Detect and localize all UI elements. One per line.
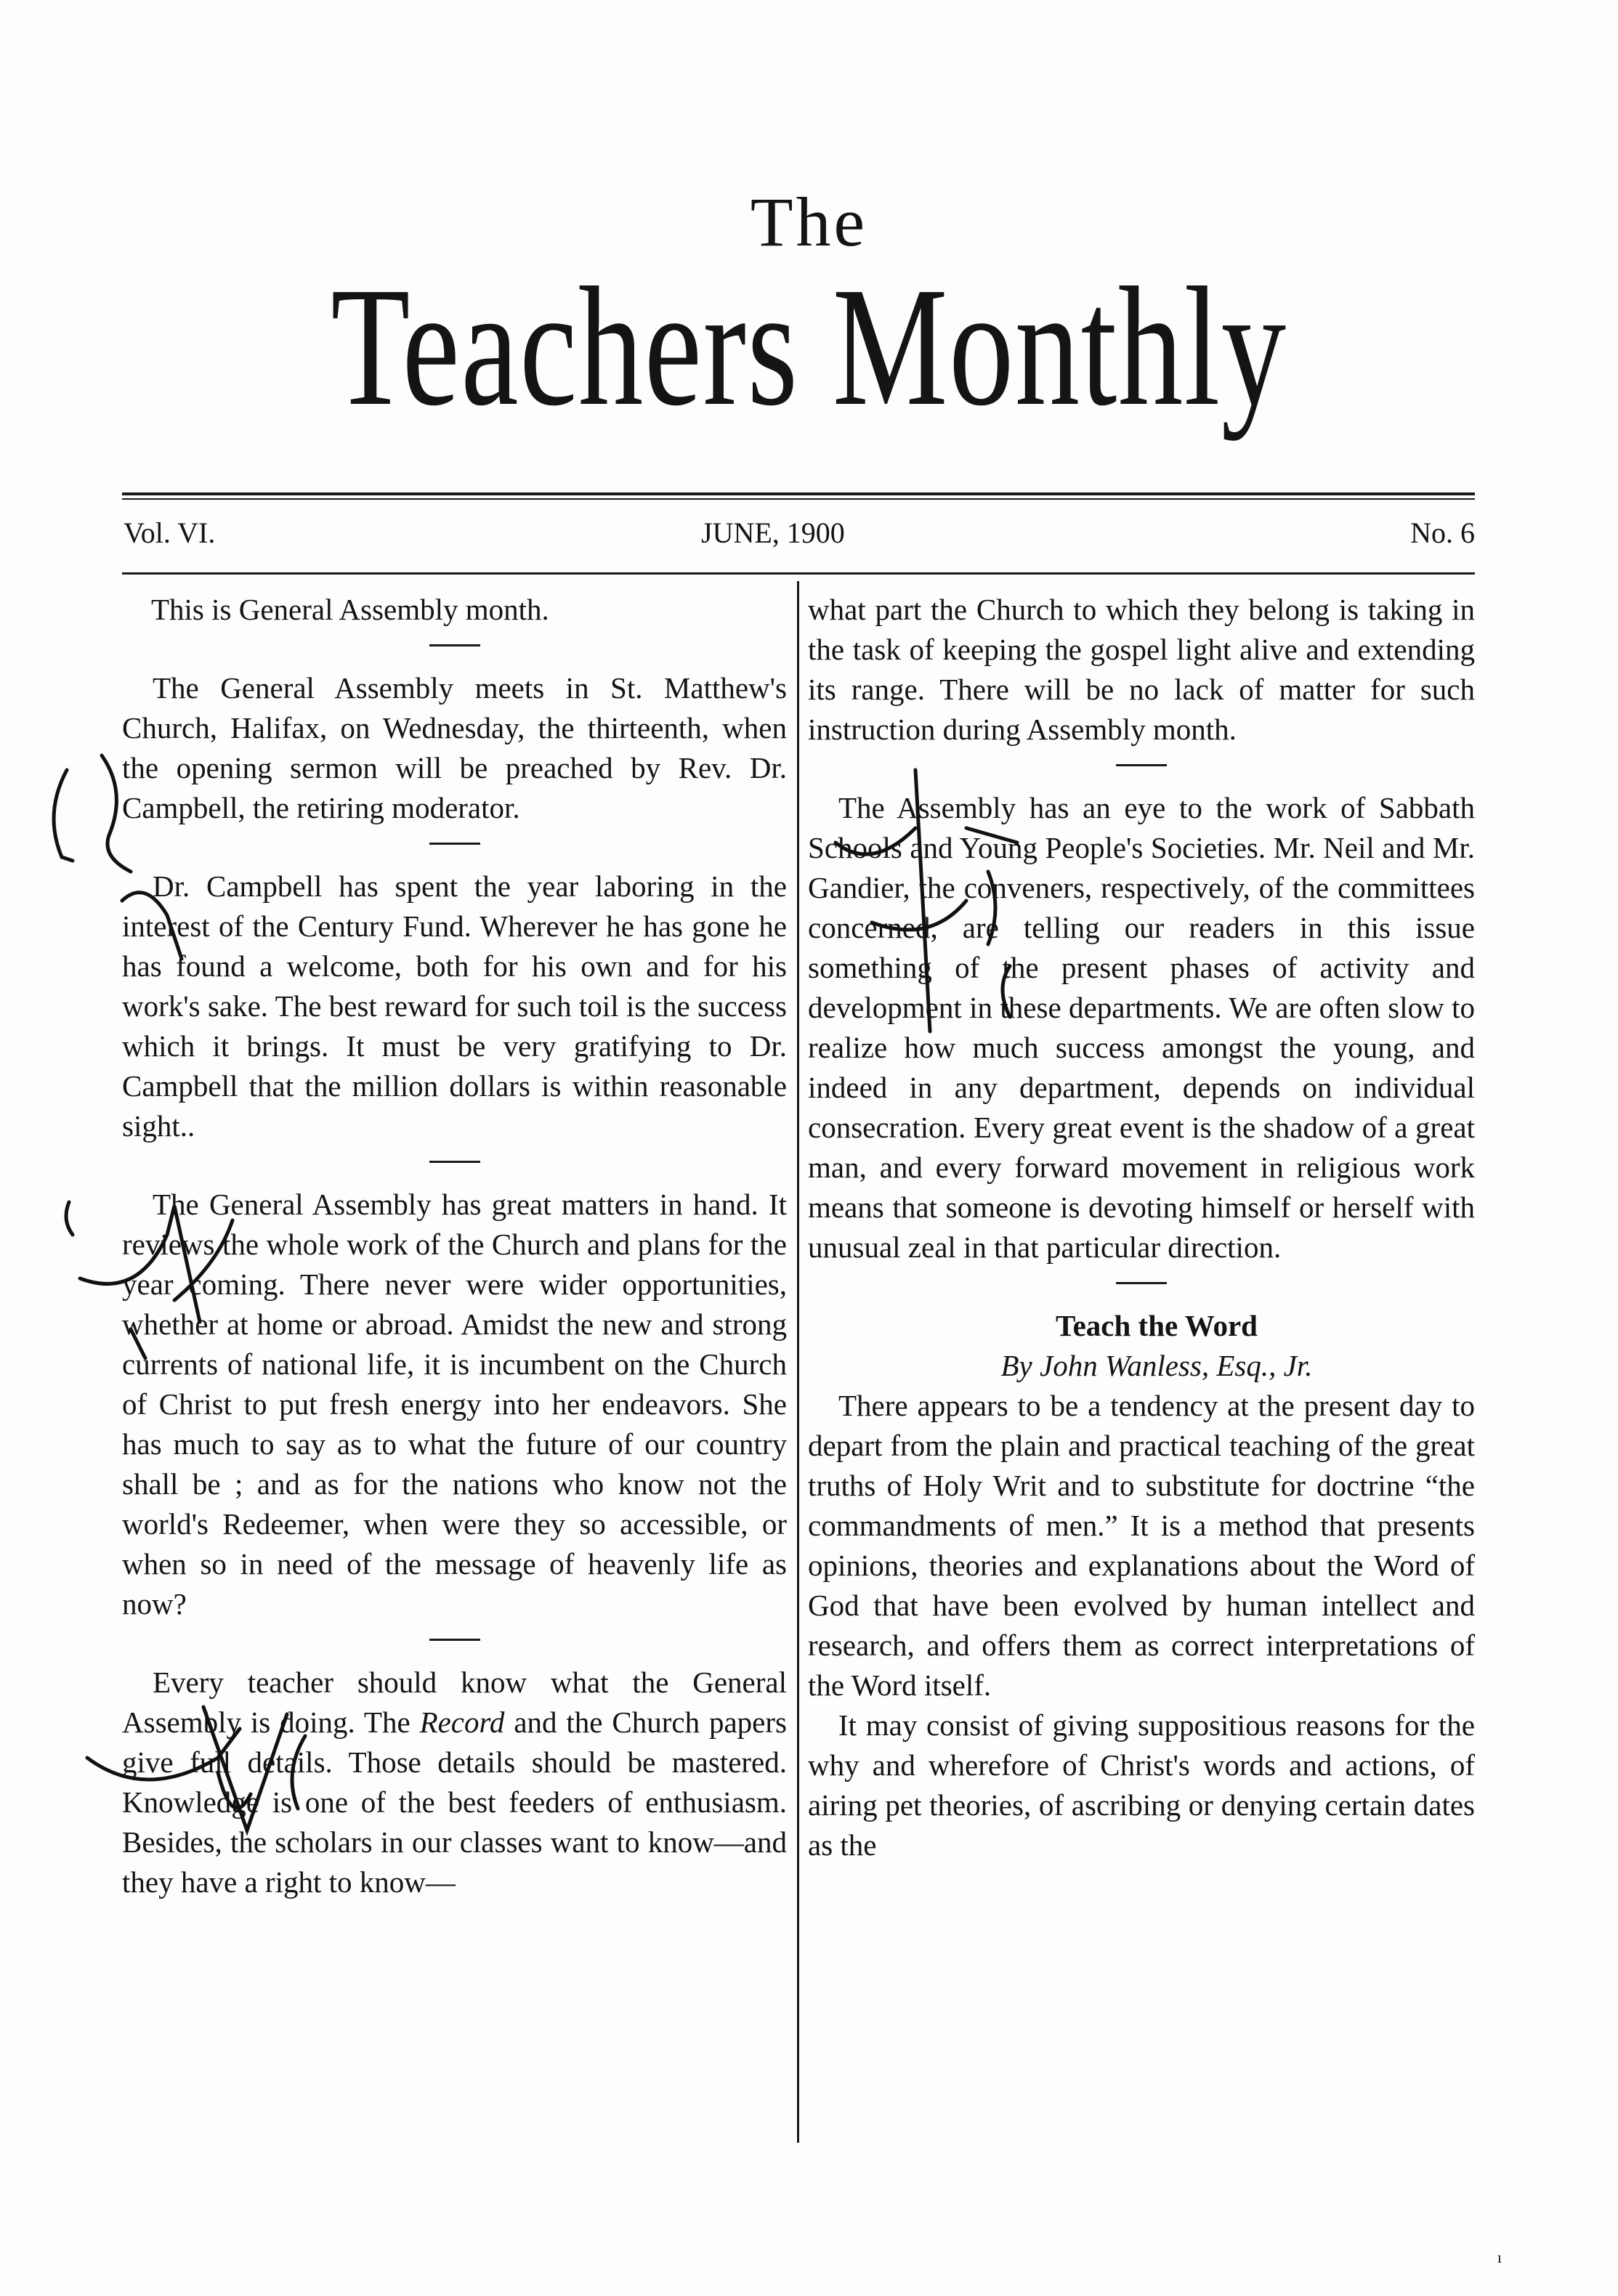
section-separator [429,644,480,646]
issue-date: JUNE, 1900 [701,516,845,549]
section-separator [429,1639,480,1641]
issue-rule [122,572,1475,575]
masthead-title: Teachers Monthly [331,252,1287,441]
paragraph-text: and the Church papers give full details. Those details should be mastered. Knowledge is one of the best feeders of enthusiasm. Besides, the scholars in our classes want to know—and they have a right to know— [122,1705,787,1899]
volume-label: Vol. VI. [124,516,216,549]
paragraph: There appears to be a tendency at the present day to depart from the plain and practical teaching of the great truths of Holy Writ and to substitute for doctrine “the commandments of men.” It is a method that presents opinions, theories and explanations about the Word of God that have been evolved by human intellect and research, and offers them as correct interpretations of the Word itself. [808,1389,1475,1702]
paragraph: Dr. Campbell has spent the year laboring in the interest of the Century Fund. Wherever he has gone he has found a welcome, both for his own and for his work's sake. The best reward for such toil is the success which it brings. It must be very gratifying to Dr. Campbell that the million dollars is within reasonable sight.. [122,869,787,1143]
issue-number: No. 6 [1410,516,1475,549]
paragraph: The General Assembly meets in St. Matthew's Church, Halifax, on Wednesday, the thirteenth, when the opening sermon will be preached by Rev. Dr. Campbell, the retiring moderator. [122,671,787,824]
left-column [122,590,787,1902]
paragraph [122,1663,787,1902]
section-separator [1116,1282,1167,1284]
paragraph: This is General Assembly month. [151,593,549,626]
paragraph: It may consist of giving suppositious reasons for the why and wherefore of Christ's words and actions, of airing pet theories, of ascribing or denying certain dates as the [808,1708,1475,1862]
publication-title: Record [419,1705,505,1739]
masthead-the: The [750,183,868,261]
top-rule [122,492,1475,495]
top-rule-thin [122,498,1475,500]
issue-line [124,516,1475,559]
section-separator [429,843,480,845]
article-heading: Teach the Word [1056,1309,1258,1342]
article-byline: By John Wanless, Esq., Jr. [1000,1349,1313,1382]
right-column [808,590,1475,1865]
section-separator [429,1161,480,1163]
column-divider [797,581,799,2143]
paragraph: The Assembly has an eye to the work of Sabbath Schools and Young People's Societies. Mr. Neil and Mr. Gandier, the conveners, respectively, of the committees concerned, are telling our readers in this issue something of the present phases of activity and development in these departments. We are often slow to realize how much success amongst the young, and indeed in any department, depends on individual consecration. Every great event is the shadow of a great man, and every forward movement in religious work means that someone is devoting himself or herself with unusual zeal in that particular direction. [808,791,1475,1264]
page-mark: ı [1497,2248,1502,2266]
paragraph: what part the Church to which they belong is taking in the task of keeping the gospel light alive and extending its range. There will be no lack of matter for such instruction during Assembly month. [808,593,1475,746]
paragraph-text: Every teacher should know what the General Assembly is doing. The [122,1666,787,1739]
paragraph: The General Assembly has great matters in hand. It reviews the whole work of the Church and plans for the year coming. There never were wider opportunities, whether at home or abroad. Amidst the new and strong currents of national life, it is incumbent on the Church of Christ to put fresh energy into her endeavors. She has much to say as to what the future of our country shall be ; and as for the nations who know not the world's Redeemer, when were they so accessible, or when so in need of the message of heavenly life as now? [122,1188,787,1620]
section-separator [1116,764,1167,766]
